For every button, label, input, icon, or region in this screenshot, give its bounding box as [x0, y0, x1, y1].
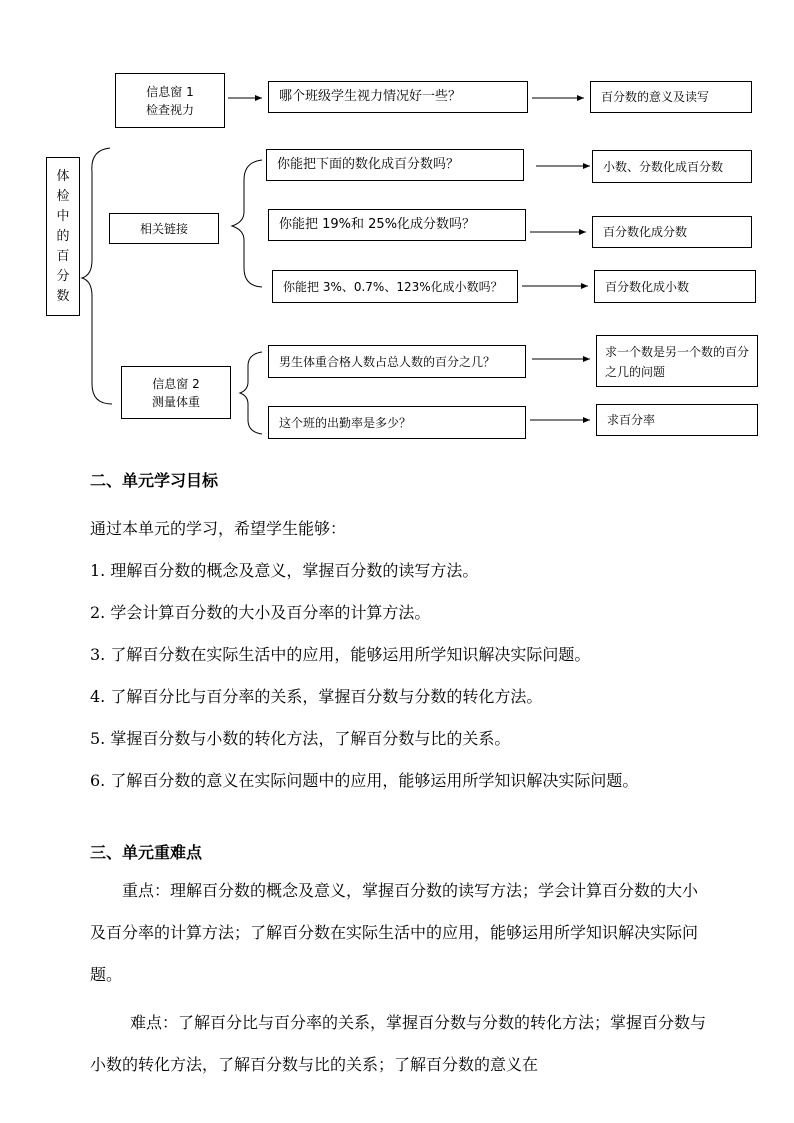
info1-node [115, 73, 225, 128]
difficulties-paragraph: 难点：了解百分比与百分率的关系，掌握百分数与分数的转化方法；掌握百分数与小数的转化方法，了解百分数与比的关系；了解百分数的意义在 [90, 1013, 707, 1074]
related-node: 相关链接 [109, 213, 219, 244]
root-char: 检 [56, 188, 70, 204]
info1-subtitle: 检查视力 [145, 102, 194, 117]
goal-item: 2. 学会计算百分数的大小及百分率的计算方法。 [90, 603, 431, 622]
info2-title: 信息窗 2 [152, 376, 200, 391]
info1-question: 哪个班级学生视力情况好一些？ [268, 81, 528, 113]
root-char: 的 [56, 228, 70, 244]
root-char: 分 [56, 268, 70, 284]
related-question-2: 你能把 19%和 25%化成分数吗？ [268, 209, 526, 241]
info2-subtitle: 测量体重 [151, 394, 200, 409]
goal-item: 3. 了解百分数在实际生活中的应用，能够运用所学知识解决实际问题。 [90, 645, 591, 664]
section-learning-goals [90, 468, 710, 802]
root-char: 体 [56, 168, 70, 184]
info2-answer-2: 求百分率 [596, 404, 758, 436]
info2-question-2: 这个班的出勤率是多少？ [268, 406, 526, 439]
section2-intro: 通过本单元的学习，希望学生能够： [90, 519, 347, 538]
concept-diagram [0, 0, 794, 450]
root-node [46, 157, 80, 316]
info2-question-1: 男生体重合格人数占总人数的百分之几？ [268, 345, 526, 378]
root-char: 百 [56, 248, 70, 264]
section2-heading: 二、单元学习目标 [90, 471, 219, 490]
related-question-1: 你能把下面的数化成百分数吗？ [266, 149, 524, 181]
root-brace [82, 148, 112, 404]
root-char: 数 [56, 288, 70, 304]
related-answer-3: 百分数化成小数 [594, 270, 756, 303]
section-key-points [90, 840, 710, 1086]
related-answer-2: 百分数化成分数 [592, 216, 752, 248]
related-answer-1: 小数、分数化成百分数 [592, 150, 752, 183]
goal-item: 1. 理解百分数的概念及意义，掌握百分数的读写方法。 [90, 561, 479, 580]
root-char: 中 [56, 208, 70, 224]
info2-brace [240, 352, 262, 434]
goal-item: 4. 了解百分比与百分率的关系，掌握百分数与分数的转化方法。 [90, 687, 543, 706]
goal-item: 5. 掌握百分数与小数的转化方法，了解百分数与比的关系。 [90, 729, 511, 748]
section3-heading: 三、单元重难点 [90, 843, 203, 862]
info2-answer-1: 求一个数是另一个数的百分之几的问题 [596, 335, 758, 387]
info1-answer: 百分数的意义及读写 [590, 81, 752, 113]
info1-title: 信息窗 1 [146, 84, 194, 99]
related-brace [232, 160, 262, 287]
info2-node [121, 366, 231, 419]
related-question-3: 你能把 3%、0.7%、123%化成小数吗？ [272, 270, 518, 303]
goal-item: 6. 了解百分数的意义在实际问题中的应用，能够运用所学知识解决实际问题。 [90, 771, 639, 790]
key-points-paragraph: 重点：理解百分数的概念及意义，掌握百分数的读写方法；学会计算百分数的大小及百分率的计算方法；了解百分数在实际生活中的应用，能够运用所学知识解决实际问题。 [90, 881, 699, 984]
